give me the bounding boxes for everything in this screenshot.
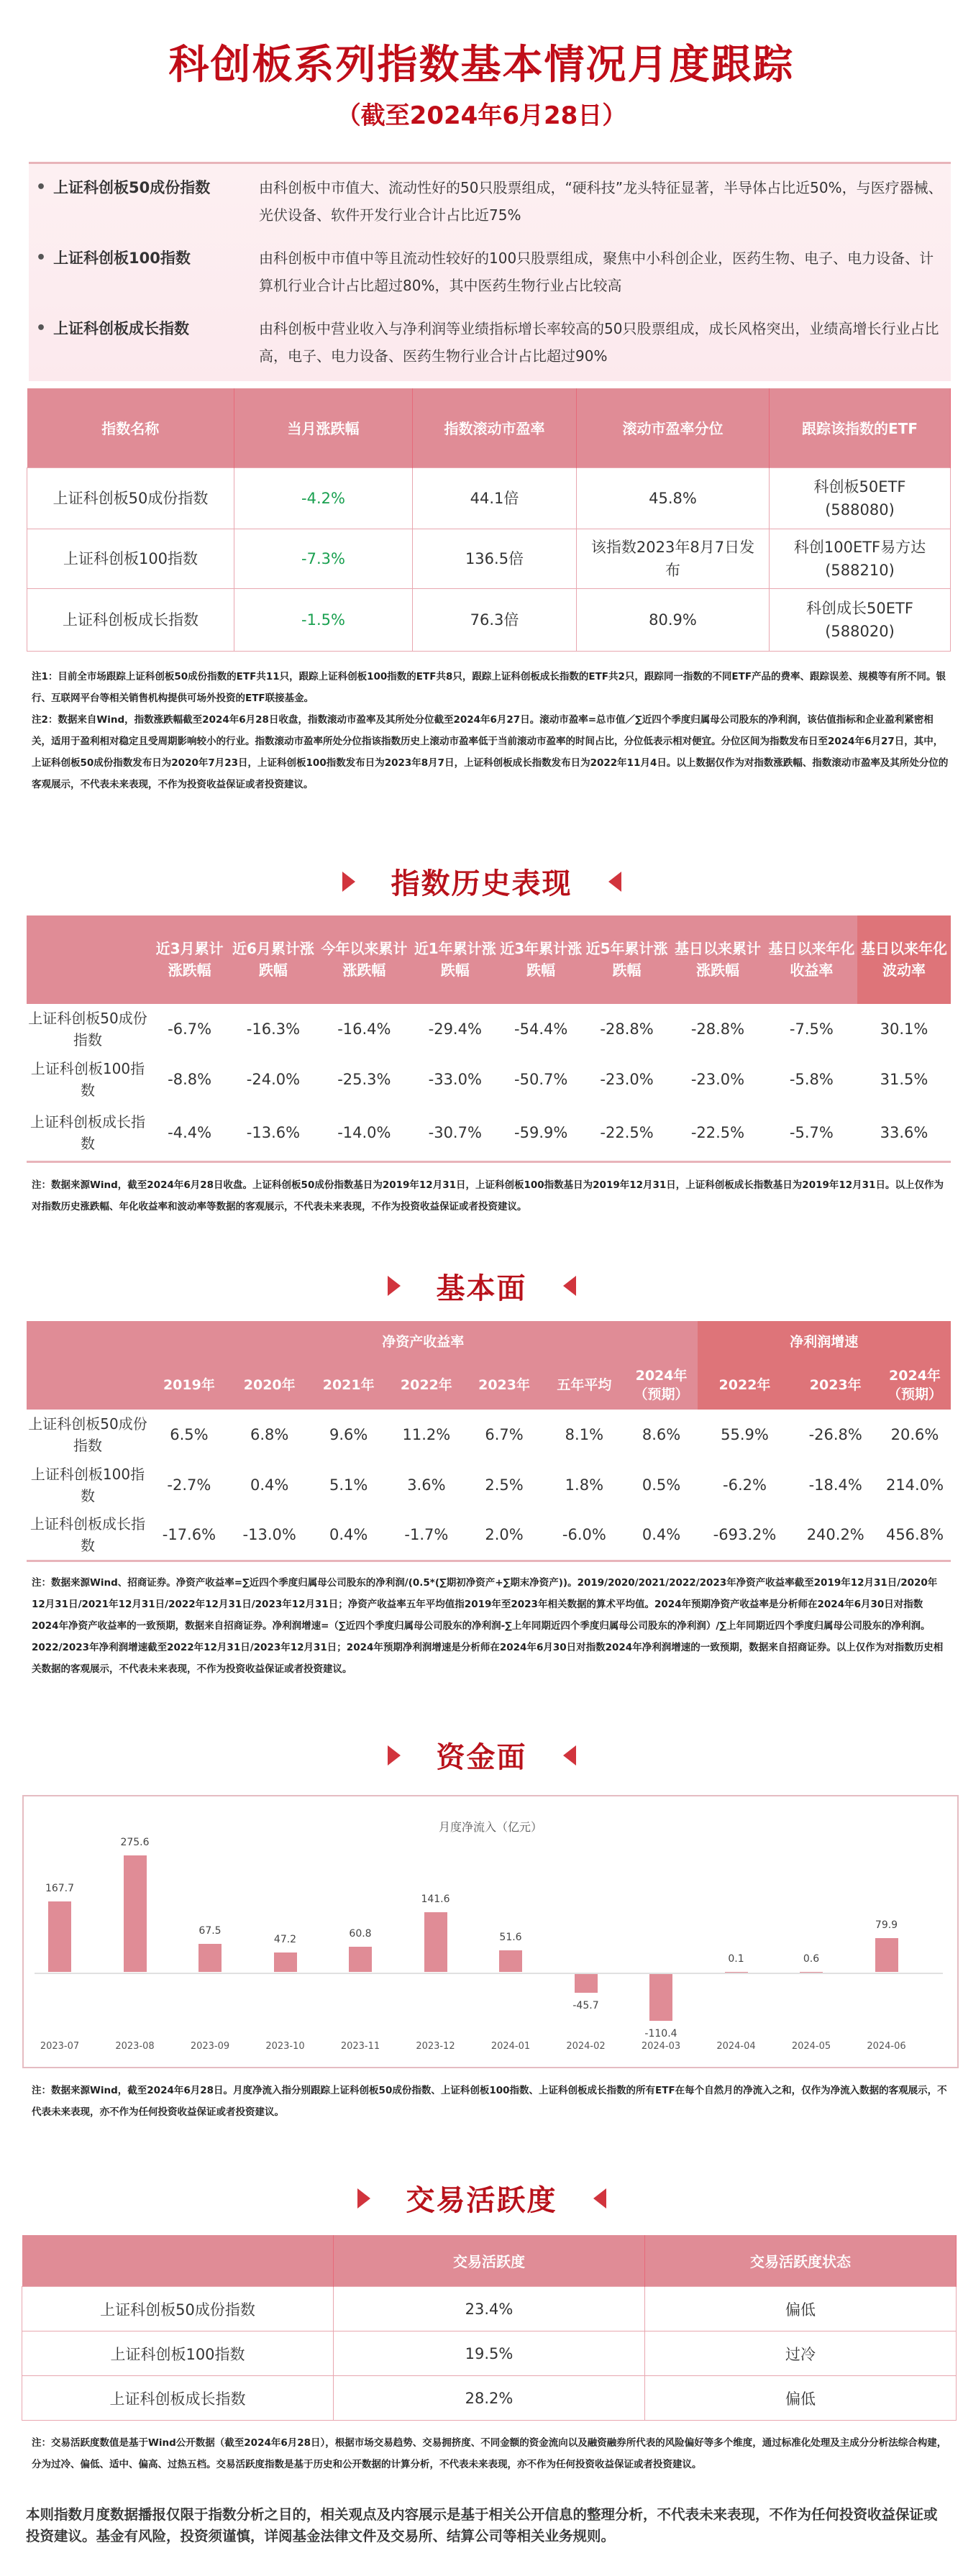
value-cell: -13.0% <box>229 1510 310 1561</box>
activity-value: 19.5% <box>334 2331 645 2376</box>
section-title: 指数历史表现 <box>391 867 572 900</box>
etf-code: (588080) <box>825 501 895 519</box>
col-header: 当月涨跌幅 <box>234 388 413 467</box>
monthly-change: -4.2% <box>234 467 413 529</box>
pe-percentile: 45.8% <box>577 467 770 529</box>
section-title: 基本面 <box>436 1271 527 1305</box>
group-header-profit-growth: 净利润增速 <box>698 1321 951 1361</box>
page-subtitle: （截至2024年6月28日） <box>336 101 627 130</box>
index-name: 上证科创板成长指数 <box>22 2376 334 2421</box>
table-row <box>27 1054 951 1105</box>
bullet-icon: • <box>36 319 47 337</box>
net-inflow-chart <box>22 1795 959 2068</box>
col-header: 2023年 <box>792 1361 879 1410</box>
value-cell: -23.0% <box>690 1070 745 1088</box>
section-title: 交易活跃度 <box>406 2184 557 2217</box>
chart-bar <box>349 1947 372 1973</box>
table-row <box>27 529 951 588</box>
activity-status: 偏低 <box>645 2287 957 2331</box>
activity-note: 注：交易活跃度数值是基于Wind公开数据（截至2024年6月28日），根据市场交易趋势、交易拥挤度、不同金额的资金流向以及融资融券所代表的风险偏好等多个维度，通过标准化处理及主成分分析法综合构建，分为过冷、偏低、适中、偏高、过热五档。交易活跃度指数是基于历史和公开数据的计算分析，不代表未来表现，亦不作为任何投资收益保证或者投资建议。 <box>32 2437 947 2470</box>
x-axis-label: 2023-08 <box>115 2040 155 2052</box>
value-cell: -50.7% <box>514 1070 568 1088</box>
col-header: 2024年（预期） <box>879 1361 951 1410</box>
intro-index-desc: 由科创板中市值大、流动性好的50只股票组成，“硬科技”龙头特征显著，半导体占比近50%，与医疗器械、光伏设备、软件开发行业合计占比近75% <box>259 179 943 224</box>
intro-index-desc: 由科创板中营业收入与净利润等业绩指标增长率较高的50只股票组成，成长风格突出，业绩高增长行业占比高，电子、电力设备、医药生物行业合计占比超过90% <box>259 320 939 365</box>
chart-bar <box>124 1855 147 1973</box>
value-cell: -7.5% <box>789 1020 834 1038</box>
col-header-empty <box>27 1321 149 1361</box>
value-cell: -8.8% <box>168 1070 212 1088</box>
arrow-left-icon <box>563 1745 576 1766</box>
value-cell: 2.0% <box>465 1510 543 1561</box>
x-axis-label: 2024-05 <box>791 2040 831 2052</box>
value-cell: -16.4% <box>337 1020 391 1038</box>
arrow-left-icon <box>608 872 621 892</box>
chart-bar <box>274 1952 297 1973</box>
value-cell: 31.5% <box>880 1070 928 1088</box>
index-name: 上证科创板成长指数 <box>27 1105 149 1162</box>
intro-row <box>36 245 944 299</box>
table-row <box>27 1460 951 1510</box>
pe-percentile: 80.9% <box>577 588 770 651</box>
table-row <box>22 2287 957 2331</box>
index-name: 上证科创板50成份指数 <box>22 2287 334 2331</box>
value-cell: 8.1% <box>565 1426 604 1443</box>
value-cell: 1.8% <box>565 1476 604 1494</box>
x-axis-label: 2023-10 <box>265 2040 305 2052</box>
section-heading <box>0 857 963 907</box>
value-cell: -18.4% <box>808 1476 862 1494</box>
col-header: 指数名称 <box>27 388 234 467</box>
col-header: 基日以来年化收益率 <box>766 915 857 1004</box>
activity-table <box>22 2235 957 2421</box>
overview-table <box>27 388 951 652</box>
col-header: 近6月累计涨跌幅 <box>230 915 316 1004</box>
value-cell: -28.8% <box>600 1020 654 1038</box>
value-cell: -54.4% <box>514 1020 568 1038</box>
chart-bar <box>649 1974 672 2021</box>
value-cell: -28.8% <box>690 1020 745 1038</box>
x-axis-label: 2024-02 <box>566 2040 606 2052</box>
fundamentals-note: 注：数据来源Wind、招商证券。净资产收益率=∑近四个季度归属母公司股东的净利润/(0.5*(∑期初净资产+∑期末净资产))。2019/2020/2021/2022/2023年净资产收益率截至2019年12月31日/2020年12月31日/2021年12月31日/2022年12月31日/2023年12月31日；净资产收益率五年平均值指2019年至2023年相关数据的算术平均值。2024年预期净资产收益率是分析师在2024年6月30日对指数2024年净资产收益率的一致预期，数据来自招商证券。净利润增速=（∑近四个季度归属母公司股东的净利润-∑上年同期近四个季度归属母公司股东的净利润）/∑上年同期近四个季度归属母公司股东的净利润。2022/2023年净利润增速截至2022年12月31日/2023年12月31日；2024年预期净利润增速是分析师在2024年6月30日对指数2024年净利润增速的一致预期，数据来自招商证券。以上仅作为对指数历史相关数据的客观展示，不代表未来表现，不作为投资收益保证或者投资建议。 <box>32 1576 944 1675</box>
monthly-change: -1.5% <box>234 588 413 651</box>
value-cell: 2.5% <box>485 1476 524 1494</box>
group-header-roe: 净资产收益率 <box>149 1321 698 1361</box>
value-cell: -25.3% <box>337 1070 391 1088</box>
bar-value-label: 275.6 <box>120 1836 150 1848</box>
col-header: 2019年 <box>149 1361 229 1410</box>
col-header: 近5年累计涨跌幅 <box>584 915 670 1004</box>
bar-value-label: 60.8 <box>349 1927 372 1940</box>
section-heading <box>0 1730 963 1781</box>
table-row <box>27 1004 951 1054</box>
col-header: 近1年累计涨跌幅 <box>412 915 498 1004</box>
value-cell: 33.6% <box>857 1105 951 1162</box>
index-name: 上证科创板成长指数 <box>27 588 234 651</box>
section-heading <box>0 2173 963 2224</box>
bar-value-label: 79.9 <box>875 1919 898 1932</box>
history-note: 注：数据来源Wind，截至2024年6月28日收盘。上证科创板50成份指数基日为2019年12月31日，上证科创板100指数基日为2019年12月31日，上证科创板成长指数基日为2019年12月31日。以上仅作为对指数历史涨跌幅、年化收益率和波动率等数据的客观展示，不代表未来表现，不作为投资收益保证或者投资建议。 <box>32 1179 944 1212</box>
chart-bar <box>800 1972 823 1973</box>
col-header: 交易活跃度状态 <box>645 2235 957 2287</box>
col-header: 指数滚动市盈率 <box>413 388 577 467</box>
monthly-change: -7.3% <box>234 529 413 588</box>
chart-bar <box>48 1901 71 1973</box>
value-cell: -14.0% <box>316 1105 412 1162</box>
col-header: 2021年 <box>310 1361 388 1410</box>
etf-code: (588210) <box>825 561 895 579</box>
activity-status: 过冷 <box>645 2331 957 2376</box>
value-cell: -693.2% <box>698 1510 793 1561</box>
pe-ratio: 44.1倍 <box>413 467 577 529</box>
section-title: 资金面 <box>436 1741 527 1774</box>
etf-cell <box>770 588 951 651</box>
arrow-right-icon <box>388 1276 401 1296</box>
value-cell: -22.5% <box>670 1105 765 1162</box>
col-header: 跟踪该指数的ETF <box>770 388 951 467</box>
col-header: 基日以来累计涨跌幅 <box>670 915 765 1004</box>
pe-ratio: 136.5倍 <box>413 529 577 588</box>
col-header: 滚动市盈率分位 <box>577 388 770 467</box>
col-header: 2022年 <box>698 1361 793 1410</box>
disclaimer: 本则指数月度数据播报仅限于指数分析之目的，相关观点及内容展示是基于相关公开信息的整理分析，不代表未来表现，不作为任何投资收益保证或投资建议。基金有风险，投资须谨慎，详阅基金法律文件及交易所、结算公司等相关业务规则。 <box>26 2506 938 2544</box>
pe-percentile: 该指数2023年8月7日发布 <box>577 529 770 588</box>
value-cell: -6.0% <box>543 1510 625 1561</box>
bar-value-label: 0.6 <box>803 1953 820 1965</box>
col-header: 交易活跃度 <box>334 2235 645 2287</box>
etf-name: 科创成长50ETF <box>806 599 913 617</box>
col-header: 2022年 <box>388 1361 465 1410</box>
index-name: 上证科创板100指数 <box>27 529 234 588</box>
table-row <box>27 1410 951 1460</box>
etf-name: 科创板50ETF <box>813 478 906 495</box>
col-header: 近3月累计涨跌幅 <box>149 915 230 1004</box>
value-cell: -6.7% <box>168 1020 212 1038</box>
value-cell: -59.9% <box>498 1105 583 1162</box>
index-name: 上证科创板50成份指数 <box>28 1415 147 1454</box>
col-header-empty <box>27 915 149 1004</box>
bar-value-label: 0.1 <box>728 1953 744 1965</box>
index-name: 上证科创板100指数 <box>30 1466 145 1504</box>
col-header: 2024年（预期） <box>626 1361 698 1410</box>
value-cell: 240.2% <box>792 1510 879 1561</box>
col-header: 2020年 <box>229 1361 310 1410</box>
value-cell: 5.1% <box>329 1476 368 1494</box>
bar-value-label: 47.2 <box>273 1933 297 1945</box>
fundamentals-table <box>27 1321 951 1562</box>
col-header: 五年平均 <box>543 1361 625 1410</box>
value-cell: -26.8% <box>808 1426 862 1443</box>
value-cell: -17.6% <box>149 1510 229 1561</box>
intro-index-name: 上证科创板50成份指数 <box>53 179 211 196</box>
activity-status: 偏低 <box>645 2376 957 2421</box>
table-row <box>27 467 951 529</box>
value-cell: 0.5% <box>642 1476 681 1494</box>
etf-cell <box>770 529 951 588</box>
intro-row <box>36 174 944 229</box>
col-header: 今年以来累计涨跌幅 <box>316 915 412 1004</box>
col-header-empty <box>22 2235 334 2287</box>
bar-value-label: -110.4 <box>644 2027 677 2040</box>
value-cell: 6.8% <box>250 1426 289 1443</box>
value-cell: -5.7% <box>766 1105 857 1162</box>
intro-index-desc: 由科创板中市值中等且流动性较好的100只股票组成，聚焦中小科创企业，医药生物、电子、电力设备、计算机行业合计占比超过80%，其中医药生物行业占比较高 <box>259 250 934 294</box>
value-cell: -24.0% <box>246 1070 301 1088</box>
value-cell: 0.4% <box>250 1476 289 1494</box>
value-cell: -33.0% <box>428 1070 482 1088</box>
title-block <box>0 0 963 162</box>
value-cell: -23.0% <box>600 1070 654 1088</box>
x-axis-label: 2023-11 <box>340 2040 380 2052</box>
value-cell: 0.4% <box>310 1510 388 1561</box>
table-row <box>22 2376 957 2421</box>
index-name: 上证科创板100指数 <box>30 1059 145 1099</box>
index-name: 上证科创板100指数 <box>22 2331 334 2376</box>
value-cell: -13.6% <box>230 1105 316 1162</box>
value-cell: 214.0% <box>885 1476 944 1494</box>
value-cell: -4.4% <box>149 1105 230 1162</box>
col-header: 2023年 <box>465 1361 543 1410</box>
arrow-right-icon <box>388 1745 401 1766</box>
value-cell: -1.7% <box>388 1510 465 1561</box>
value-cell: 6.5% <box>170 1426 209 1443</box>
index-name: 上证科创板50成份指数 <box>28 1009 147 1049</box>
col-header: 基日以来年化波动率 <box>857 915 951 1004</box>
index-intro <box>29 162 951 381</box>
bar-value-label: 141.6 <box>421 1893 450 1905</box>
x-axis-label: 2024-01 <box>490 2040 531 2052</box>
value-cell: -22.5% <box>584 1105 670 1162</box>
overview-note-2: 注2：数据来自Wind，指数涨跌幅截至2024年6月28日收盘，指数滚动市盈率及其所处分位截至2024年6月27日。滚动市盈率=总市值／∑近四个季度归属母公司股东的净利润，该估值指标和企业盈利紧密相关，适用于盈利相对稳定且受周期影响较小的行业。指数滚动市盈率所处分位指该指数历史上滚动市盈率低于当前滚动市盈率的时间占比，分位低表示相对便宜。分位区间为指数发布日至2024年6月27日，其中，上证科创板50成份指数发布日为2020年7月23日，上证科创板100指数发布日为2023年8月7日，上证科创板成长指数发布日为2022年11月4日。以上数据仅作为对指数涨跌幅、指数滚动市盈率及其所处分位的客观展示，不代表未来表现，不作为投资收益保证或者投资建议。 <box>32 713 949 790</box>
bullet-icon: • <box>36 249 47 267</box>
arrow-right-icon <box>357 2188 370 2209</box>
section-heading <box>0 1261 963 1311</box>
chart-title: 月度净流入（亿元） <box>438 1819 542 1834</box>
bar-value-label: -45.7 <box>572 2000 599 2012</box>
chart-bar <box>575 1974 598 1993</box>
index-name: 上证科创板50成份指数 <box>27 467 234 529</box>
value-cell: -2.7% <box>167 1476 211 1494</box>
chart-bar <box>424 1912 447 1973</box>
table-row <box>27 1105 951 1162</box>
value-cell: -29.4% <box>428 1020 482 1038</box>
table-row <box>22 2331 957 2376</box>
intro-index-name: 上证科创板成长指数 <box>53 320 190 337</box>
x-axis-label: 2024-04 <box>716 2040 756 2052</box>
col-header-empty <box>27 1361 149 1410</box>
etf-cell <box>770 467 951 529</box>
value-cell: -5.8% <box>789 1070 834 1088</box>
value-cell: 8.6% <box>642 1426 681 1443</box>
zero-axis-line <box>35 1973 943 1974</box>
value-cell: -6.2% <box>723 1476 767 1494</box>
history-table <box>27 915 951 1164</box>
activity-value: 28.2% <box>334 2376 645 2421</box>
x-axis-label: 2023-07 <box>40 2040 80 2052</box>
x-axis-label: 2024-06 <box>867 2040 906 2052</box>
chart-bar <box>499 1950 522 1972</box>
bar-value-label: 51.6 <box>499 1932 522 1944</box>
value-cell: 456.8% <box>879 1510 951 1561</box>
x-axis-label: 2023-09 <box>190 2040 230 2052</box>
etf-name: 科创100ETF易方达 <box>793 538 926 556</box>
value-cell: 20.6% <box>890 1426 939 1443</box>
funds-note: 注：数据来源Wind，截至2024年6月28日。月度净流入指分别跟踪上证科创板50成份指数、上证科创板100指数、上证科创板成长指数的所有ETF在每个自然月的净流入之和，仅作为净流入数据的客观展示，不代表未来表现，亦不作为任何投资收益保证或者投资建议。 <box>32 2084 947 2118</box>
col-header: 近3年累计涨跌幅 <box>498 915 583 1004</box>
bullet-icon: • <box>36 178 47 196</box>
arrow-left-icon <box>563 1276 576 1296</box>
intro-index-name: 上证科创板100指数 <box>53 250 191 267</box>
value-cell: 0.4% <box>626 1510 698 1561</box>
pe-ratio: 76.3倍 <box>413 588 577 651</box>
chart-bar <box>875 1938 898 1972</box>
table-row <box>27 1510 951 1561</box>
bar-value-label: 167.7 <box>45 1882 75 1894</box>
value-cell: -16.3% <box>246 1020 301 1038</box>
bar-value-label: 67.5 <box>198 1924 222 1937</box>
table-row <box>27 588 951 651</box>
etf-code: (588020) <box>825 622 895 640</box>
activity-value: 23.4% <box>334 2287 645 2331</box>
arrow-right-icon <box>342 872 355 892</box>
intro-row <box>36 315 944 370</box>
value-cell: 3.6% <box>407 1476 446 1494</box>
value-cell: 11.2% <box>402 1426 451 1443</box>
x-axis-label: 2023-12 <box>416 2040 455 2052</box>
value-cell: 9.6% <box>329 1426 368 1443</box>
arrow-left-icon <box>593 2188 606 2209</box>
value-cell: 30.1% <box>880 1020 928 1038</box>
page-title: 科创板系列指数基本情况月度跟踪 <box>168 42 795 88</box>
index-name: 上证科创板成长指数 <box>27 1510 149 1561</box>
x-axis-label: 2024-03 <box>641 2040 681 2052</box>
chart-bar <box>198 1944 222 1973</box>
value-cell: -30.7% <box>412 1105 498 1162</box>
value-cell: 55.9% <box>721 1426 769 1443</box>
overview-note-1: 注1：目前全市场跟踪上证科创板50成份指数的ETF共11只，跟踪上证科创板100指数的ETF共8只，跟踪上证科创板成长指数的ETF共2只，跟踪同一指数的不同ETF产品的费率、跟踪误差、规模等有所不同。银行、互联网平台等相关销售机构提供可场外投资的ETF联接基金。 <box>32 670 946 704</box>
chart-bar <box>725 1972 748 1973</box>
value-cell: 6.7% <box>485 1426 524 1443</box>
